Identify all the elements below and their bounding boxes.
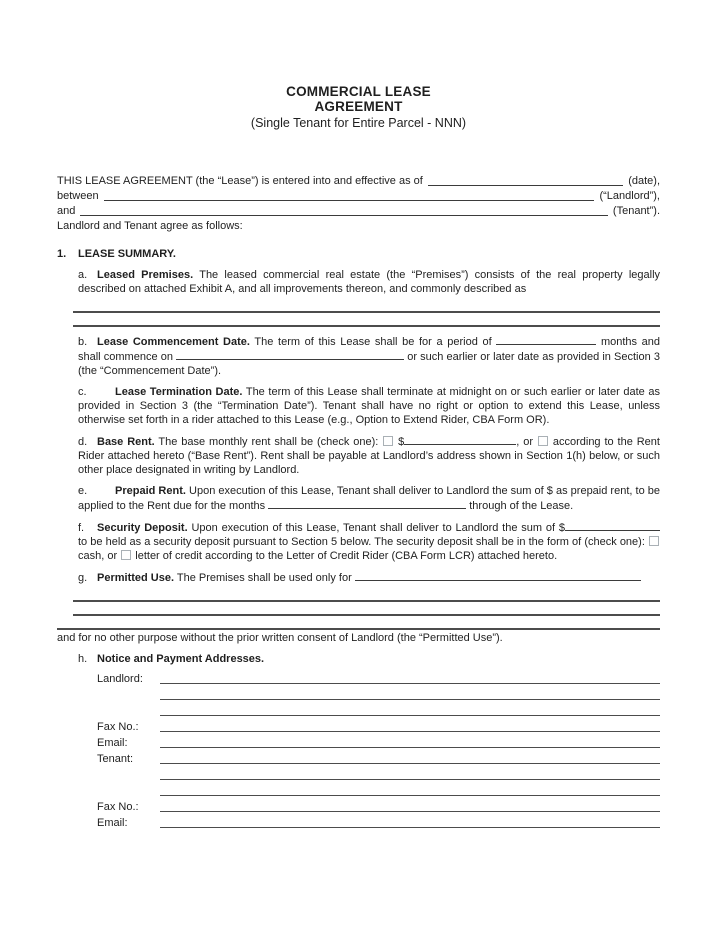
premises-description-blank-1[interactable] xyxy=(73,299,660,313)
clause-c-title: Lease Termination Date. xyxy=(115,386,243,398)
clause-f-title: Security Deposit. xyxy=(97,522,188,534)
landlord-address-row-3 xyxy=(97,703,660,719)
tenant-address-row-3 xyxy=(97,783,660,799)
clause-d-body-2: , or xyxy=(516,436,534,448)
clause-g-title: Permitted Use. xyxy=(97,572,175,584)
section-1-heading xyxy=(57,247,660,261)
landlord-fax-line[interactable] xyxy=(160,719,660,732)
clause-e-letter: e. xyxy=(78,485,88,497)
clause-b-body-2: months and shall commence on xyxy=(78,336,661,363)
tenant-label-spacer-2 xyxy=(97,783,160,799)
title-line2: AGREEMENT xyxy=(314,99,403,114)
landlord-label-spacer-2 xyxy=(97,703,160,719)
clause-g-permitted-use xyxy=(78,570,660,585)
base-rent-amount-checkbox[interactable] xyxy=(383,436,393,446)
clause-h-notice-addresses xyxy=(78,652,660,666)
section-1-number: 1. xyxy=(57,248,67,260)
clause-h-title: Notice and Payment Addresses. xyxy=(97,653,265,665)
clause-e-prepaid-rent xyxy=(78,484,660,513)
landlord-fax-row xyxy=(97,719,660,735)
tenant-email-label: Email: xyxy=(97,817,128,829)
intro-agree-line: Landlord and Tenant agree as follows: xyxy=(57,220,243,232)
clause-a-leased-premises xyxy=(78,268,660,296)
landlord-email-label: Email: xyxy=(97,737,128,749)
clause-f-body-2: to be held as a security deposit pursuant to Section 5 below. The security deposit shall be in the form of (check one): xyxy=(78,536,645,548)
clause-f-security-deposit xyxy=(78,520,660,563)
landlord-label-spacer-1 xyxy=(97,687,160,703)
clause-e-title: Prepaid Rent. xyxy=(115,485,186,497)
clause-d-letter: d. xyxy=(78,436,88,448)
commencement-date-blank[interactable] xyxy=(176,349,404,360)
permitted-use-blank-3[interactable] xyxy=(57,616,660,630)
tenant-label-spacer-1 xyxy=(97,767,160,783)
landlord-email-row xyxy=(97,735,660,751)
clause-a-title: Leased Premises. xyxy=(97,269,194,281)
permitted-use-blank-inline[interactable] xyxy=(355,570,641,581)
dollar-sign: $ xyxy=(398,436,405,448)
premises-description-blank-2[interactable] xyxy=(73,313,660,327)
landlord-name-blank[interactable] xyxy=(104,189,595,201)
base-rent-amount-blank[interactable] xyxy=(404,434,516,445)
clause-e-body-2: through of the Lease. xyxy=(469,500,574,512)
intro-suffix-date: (date), xyxy=(628,175,660,187)
clause-d-base-rent xyxy=(78,434,660,477)
letter-of-credit-checkbox[interactable] xyxy=(121,550,131,560)
clause-h-letter: h. xyxy=(78,653,88,665)
intro-clause xyxy=(57,174,660,234)
intro-line-1 xyxy=(57,174,660,189)
clause-b-letter: b. xyxy=(78,336,88,348)
permitted-use-blank-1[interactable] xyxy=(73,588,660,602)
tenant-fax-line[interactable] xyxy=(160,799,660,812)
landlord-fax-label: Fax No.: xyxy=(97,721,139,733)
clause-f-body-3: letter of credit according to the Letter of Credit Rider (CBA Form LCR) attached hereto. xyxy=(135,550,558,562)
landlord-address-row-1 xyxy=(97,671,660,687)
landlord-address-line-1[interactable] xyxy=(160,671,660,684)
landlord-address-row-2 xyxy=(97,687,660,703)
permitted-use-blank-2[interactable] xyxy=(73,602,660,616)
clause-d-title: Base Rent. xyxy=(97,436,155,448)
clause-c-body: The term of this Lease shall terminate at midnight on or such earlier or later date as provided in Section 3 (the “Termination Date”). Tenant shall have no right or option to extend this Lease, unless otherwise set forth in a rider attached to this Lease (e.g., Option to Extend Rider, CBA Form OR). xyxy=(78,386,660,426)
rent-rider-checkbox[interactable] xyxy=(538,436,548,446)
document-title xyxy=(57,84,660,114)
intro-text-between: between xyxy=(57,190,99,202)
section-1-title: LEASE SUMMARY. xyxy=(78,248,176,260)
tenant-email-line[interactable] xyxy=(160,815,660,828)
clause-e-body-1: Upon execution of this Lease, Tenant shall deliver to Landlord the sum of $ as prepaid rent, to be applied to the Rent due for the months xyxy=(78,485,661,512)
clause-b-body-1: The term of this Lease shall be for a period of xyxy=(254,336,492,348)
clause-f-body-1: Upon execution of this Lease, Tenant shall deliver to Landlord the sum of $ xyxy=(191,522,566,534)
landlord-address-line-3[interactable] xyxy=(160,703,660,716)
landlord-email-line[interactable] xyxy=(160,735,660,748)
tenant-email-row xyxy=(97,815,660,831)
landlord-label: Landlord: xyxy=(97,673,143,685)
clause-d-body-1: The base monthly rent shall be (check one): xyxy=(158,436,379,448)
clause-g-letter: g. xyxy=(78,572,88,584)
tenant-label: Tenant: xyxy=(97,753,134,765)
clause-b-body-3: or such earlier or later date as provided in Section 3 (the “Commencement Date”). xyxy=(78,351,660,377)
tenant-fax-row xyxy=(97,799,660,815)
tenant-address-line-1[interactable] xyxy=(160,751,660,764)
clause-g-body-1: The Premises shall be used only for xyxy=(176,572,352,584)
intro-suffix-tenant: (Tenant”). xyxy=(612,205,660,217)
clause-c-termination xyxy=(78,385,660,427)
intro-text-1: THIS LEASE AGREEMENT (the “Lease”) is entered into and effective as of xyxy=(57,175,423,187)
tenant-address-row-1 xyxy=(97,751,660,767)
title-line1: COMMERCIAL LEASE xyxy=(286,84,431,99)
clause-c-letter: c. xyxy=(78,386,87,398)
intro-line-2 xyxy=(57,189,660,204)
term-months-blank[interactable] xyxy=(496,334,596,345)
tenant-address-line-2[interactable] xyxy=(160,767,660,780)
clause-a-letter: a. xyxy=(78,269,88,281)
clause-d-body-3: according to the Rent Rider attached hereto (“Base Rent”). Rent shall be payable at Landlord’s address shown in Section 1(h) below, or such other place designated in writing by Landlord. xyxy=(78,436,660,476)
landlord-address-line-2[interactable] xyxy=(160,687,660,700)
effective-date-blank[interactable] xyxy=(428,174,623,186)
intro-line-3 xyxy=(57,204,660,219)
tenant-name-blank[interactable] xyxy=(80,204,608,216)
security-deposit-amount-blank[interactable] xyxy=(565,520,660,531)
clause-b-commencement xyxy=(78,334,660,378)
intro-suffix-landlord: (“Landlord”), xyxy=(599,190,660,202)
clause-a-body: The leased commercial real estate (the “Premises”) consists of the real property legally described on attached Exhibit A, and all improvements thereon, and commonly described as xyxy=(78,269,661,295)
clause-f-cash-label: cash, or xyxy=(78,550,118,562)
prepaid-months-blank[interactable] xyxy=(268,498,466,509)
clause-f-letter: f. xyxy=(78,522,85,534)
clause-g-closing: and for no other purpose without the prior written consent of Landlord (the “Permitted Use”). xyxy=(57,632,503,644)
document-subtitle: (Single Tenant for Entire Parcel - NNN) xyxy=(250,116,467,130)
document-content xyxy=(57,84,660,831)
address-block xyxy=(97,671,660,831)
cash-checkbox[interactable] xyxy=(649,536,659,546)
tenant-address-line-3[interactable] xyxy=(160,783,660,796)
intro-text-and: and xyxy=(57,205,76,217)
tenant-fax-label: Fax No.: xyxy=(97,801,139,813)
tenant-address-row-2 xyxy=(97,767,660,783)
clause-b-title: Lease Commencement Date. xyxy=(97,336,250,348)
